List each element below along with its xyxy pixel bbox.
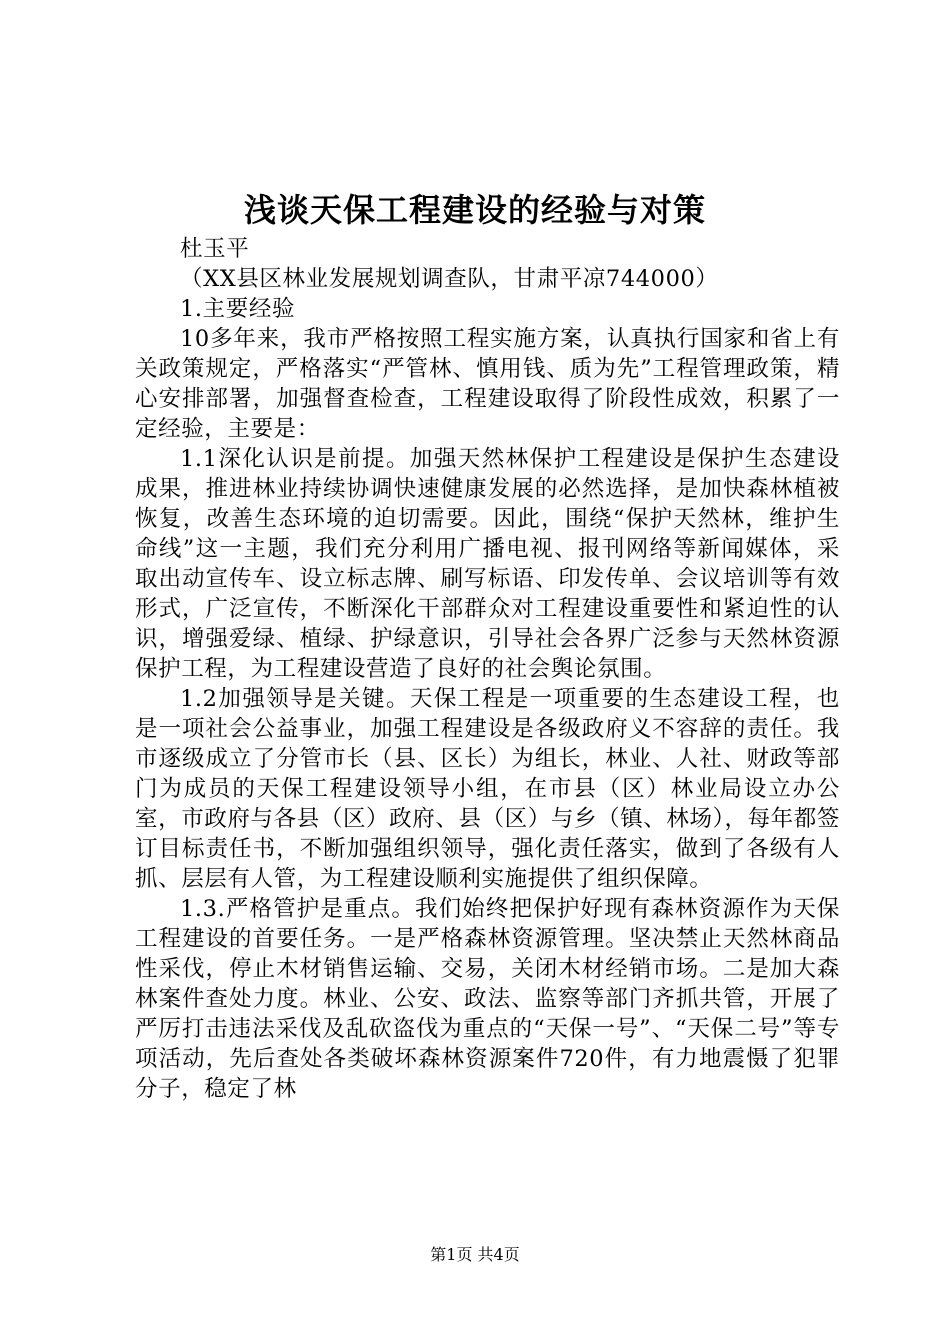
document-body	[135, 234, 840, 1104]
page-footer: 第1页 共4页	[430, 1245, 520, 1264]
paragraph-intro: 10多年来，我市严格按照工程实施方案，认真执行国家和省上有关政策规定，严格落实“严管林、慎用钱、质为先”工程管理政策，精心安排部署，加强督查检查，工程建设取得了阶段性成效，积累了一定经验，主要是：	[135, 326, 840, 442]
affiliation-line: （XX县区林业发展规划调查队，甘肃平凉744000）	[180, 266, 719, 292]
section-heading: 1.主要经验	[180, 296, 296, 322]
paragraph-1-3: 1.3.严格管护是重点。我们始终把保护好现有森林资源作为天保工程建设的首要任务。一是严格森林资源管理。坚决禁止天然林商品性采伐，停止木材销售运输、交易，关闭木材经销市场。二是加大森林案件查处力度。林业、公安、政法、监察等部门齐抓共管，开展了严厉打击违法采伐及乱砍盗伐为重点的“天保一号”、“天保二号”等专项活动，先后查处各类破坏森林资源案件720件，有力地震慑了犯罪分子，稳定了林	[135, 896, 840, 1102]
author-line: 杜玉平	[180, 236, 250, 262]
paragraph-1-1: 1.1深化认识是前提。加强天然林保护工程建设是保护生态建设成果，推进林业持续协调快速健康发展的必然选择，是加快森林植被恢复，改善生态环境的迫切需要。因此，围绕“保护天然林，维护生命线”这一主题，我们充分利用广播电视、报刊网络等新闻媒体，采取出动宣传车、设立标志牌、刷写标语、印发传单、会议培训等有效形式，广泛宣传，不断深化干部群众对工程建设重要性和紧迫性的认识，增强爱绿、植绿、护绿意识，引导社会各界广泛参与天然林资源保护工程，为工程建设营造了良好的社会舆论氛围。	[135, 446, 840, 682]
paragraph-1-2: 1.2加强领导是关键。天保工程是一项重要的生态建设工程，也是一项社会公益事业，加强工程建设是各级政府义不容辞的责任。我市逐级成立了分管市长（县、区长）为组长，林业、人社、财政等部门为成员的天保工程建设领导小组，在市县（区）林业局设立办公室，市政府与各县（区）政府、县（区）与乡（镇、林场），每年都签订目标责任书，不断加强组织领导，强化责任落实，做到了各级有人抓、层层有人管，为工程建设顺利实施提供了组织保障。	[135, 686, 840, 892]
document-title: 浅谈天保工程建设的经验与对策	[243, 191, 706, 229]
